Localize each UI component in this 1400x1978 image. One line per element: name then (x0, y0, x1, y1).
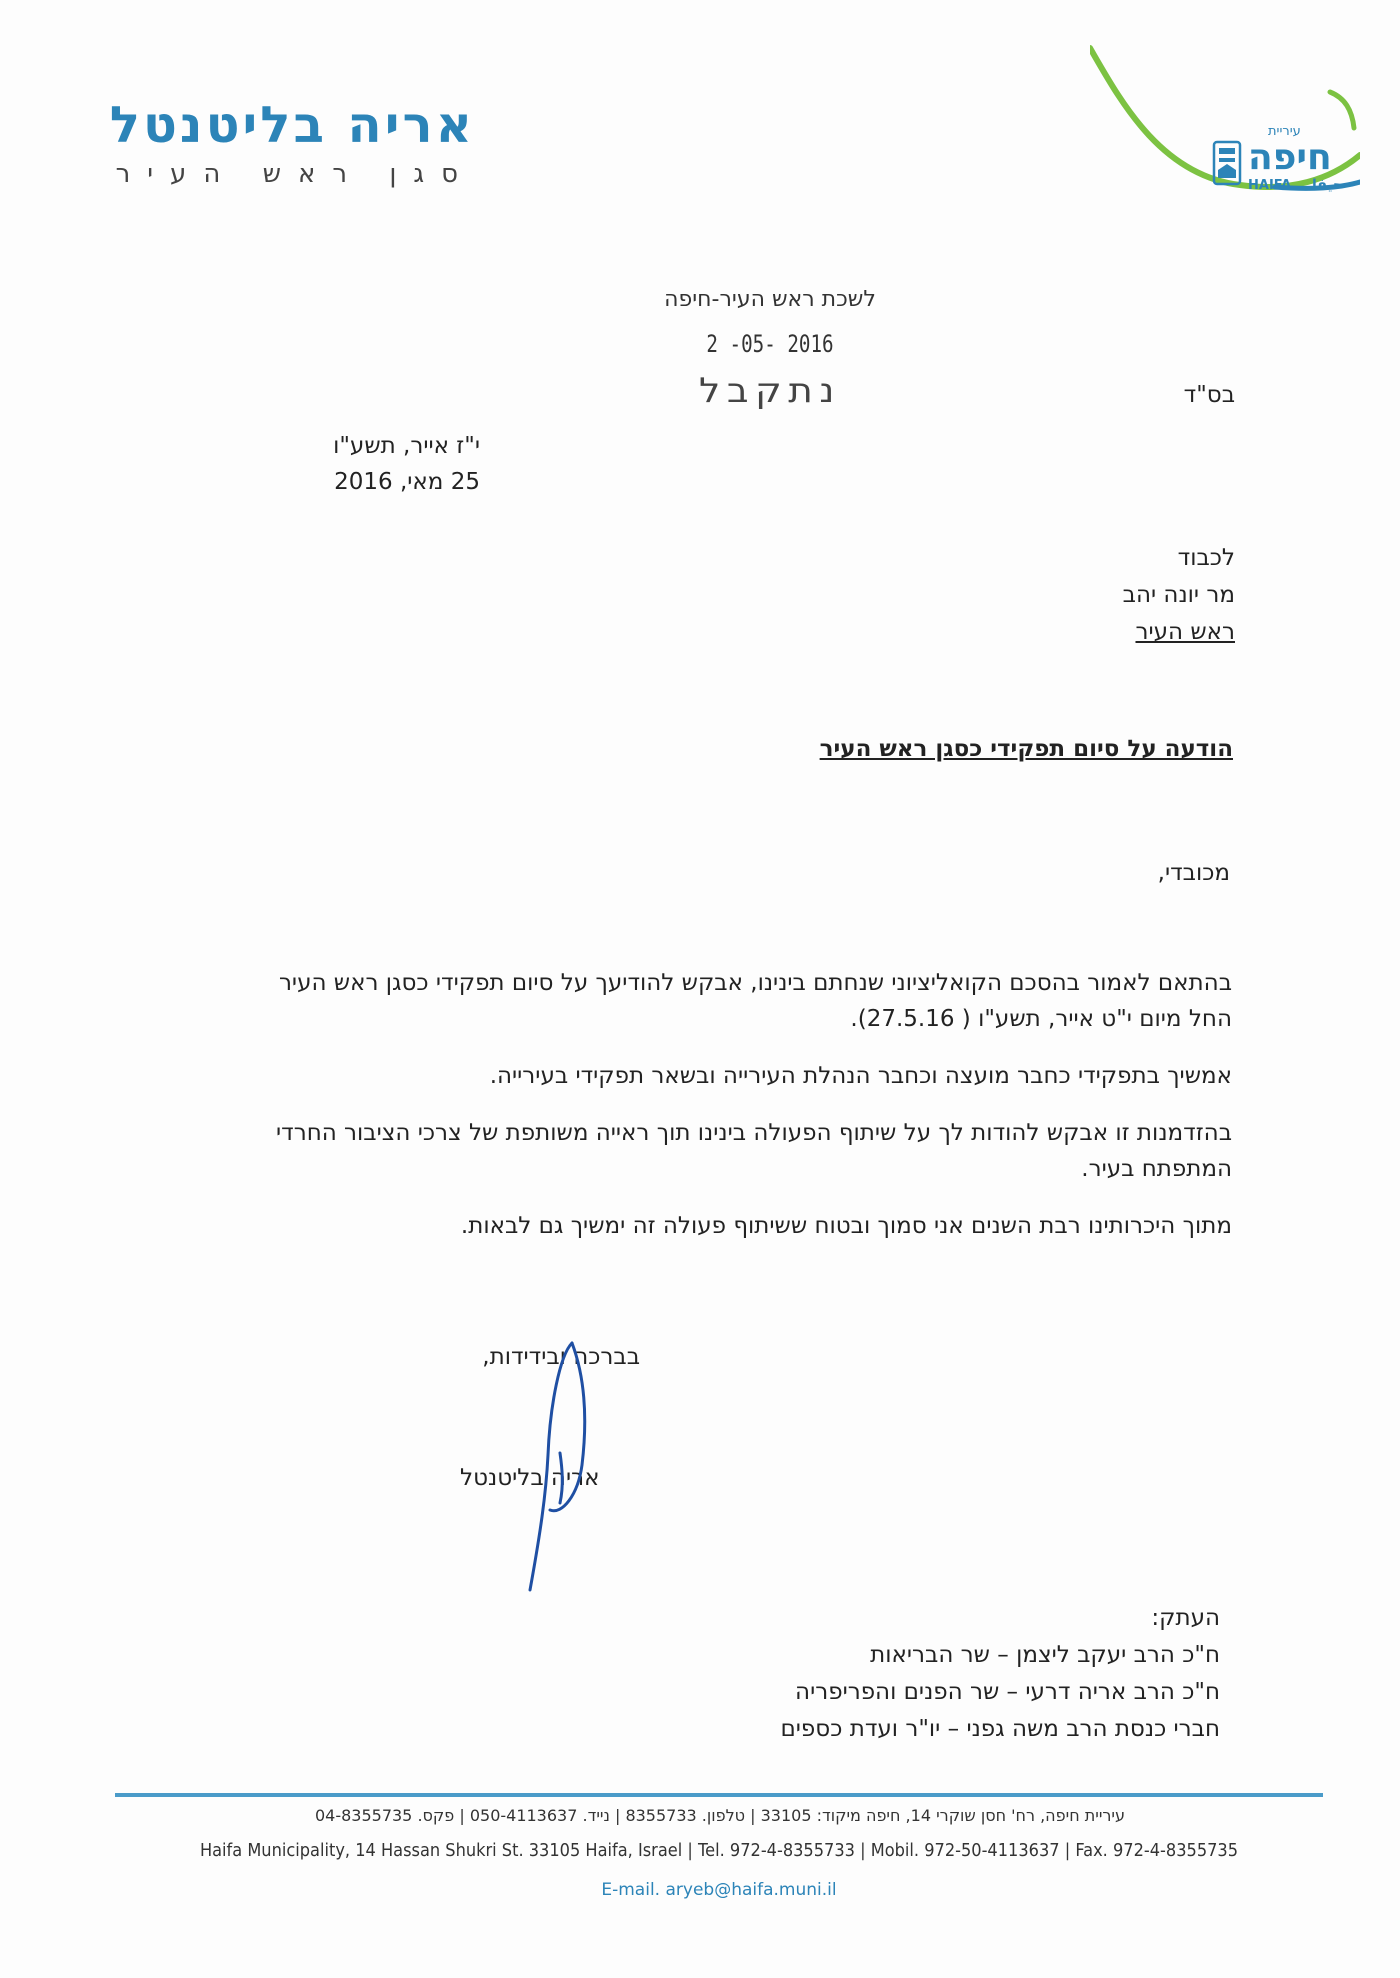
footer-english-address: Haifa Municipality, 14 Hassan Shukri St. 33105 Haifa, Israel | Tel. 972-4-8355733 | Mobil. 972-50-4113637 | Fax. 972-4-8355735 (199, 1840, 1239, 1861)
footer-hebrew-address: עיריית חיפה, רח' חסן שוקרי 14, חיפה מיקוד: 33105 | טלפון. 8355733 | נייד. 050-4113637 | פקס. 04-8355735 (314, 1806, 1126, 1825)
letter-dates (300, 428, 480, 500)
logo-arabic-text: حيفا (1312, 177, 1344, 193)
body-paragraph: בהתאם לאמור בהסכם הקואליציוני שנחתם בינינו, אבקש להודיעך על סיום תפקידי כסגן ראש העיר החל מיום י"ט אייר, תשע"ו ( 27.5.16). (278, 970, 1232, 1032)
logo-small-text: עיריית (1268, 124, 1301, 139)
received-stamp (620, 285, 920, 411)
body-paragraph: מתוך היכרותינו רבת השנים אני סמוך ובטוח ששיתוף פעולה זה ימשיך גם לבאות. (460, 1213, 1232, 1239)
cc-item: חברי כנסת הרב משה גפני – יו"ר ועדת כספים (780, 1716, 1220, 1742)
footer-email (115, 1880, 1323, 1900)
sender-name: אריה בליטנטל (109, 96, 475, 154)
city-emblem-icon (1212, 140, 1242, 186)
cc-item: ח"כ הרב יעקב ליצמן – שר הבריאות (870, 1642, 1220, 1668)
footer-email-link[interactable]: aryeb@haifa.muni.il (665, 1880, 837, 1900)
letter-body (272, 965, 1232, 1265)
stamp-date: 2 -05- 2016 (706, 330, 834, 358)
closing-regards: בברכה ובידידות, (482, 1344, 640, 1370)
logo-english-text: HAIFA (1248, 178, 1292, 193)
footer-divider (115, 1793, 1323, 1797)
sender-header (109, 95, 475, 191)
handwritten-signature-icon (500, 1335, 620, 1595)
sender-title: סגן ראש העיר (115, 159, 475, 189)
haifa-logo (1090, 40, 1360, 200)
logo-main-text: חיפה (1248, 137, 1332, 178)
cc-item: ח"כ הרב אריה דרעי – שר הפנים והפריפריה (795, 1679, 1220, 1705)
gregorian-date: 25 מאי, 2016 (334, 469, 480, 495)
recipient-block (1123, 540, 1235, 651)
salutation: מכובדי, (1157, 860, 1230, 886)
cc-block (781, 1600, 1220, 1748)
recipient-title: ראש העיר (1135, 619, 1235, 645)
body-paragraph: אמשיך בתפקידי כחבר מועצה וכחבר הנהלת העירייה ובשאר תפקידי בעירייה. (489, 1063, 1232, 1089)
footer-email-label: E-mail. (601, 1880, 661, 1900)
besd-mark: בס"ד (1183, 382, 1235, 408)
body-paragraph: בהזדמנות זו אבקש להודות לך על שיתוף הפעולה בינינו תוך ראייה משותפת של צרכי הציבור החרדי המתפתח בעיר. (276, 1120, 1232, 1182)
signer-name: אריה בליטנטל (460, 1465, 600, 1491)
hebrew-date: י"ז אייר, תשע"ו (333, 433, 480, 459)
stamp-office: לשכת ראש העיר-חיפה (664, 287, 876, 312)
cc-label: העתק: (1151, 1605, 1220, 1631)
stamp-received: נתקבל (699, 371, 841, 411)
recipient-greeting: לכבוד (1177, 545, 1235, 571)
recipient-name: מר יונה יהב (1122, 582, 1235, 608)
letter-subject: הודעה על סיום תפקידי כסגן ראש העיר (819, 736, 1233, 762)
